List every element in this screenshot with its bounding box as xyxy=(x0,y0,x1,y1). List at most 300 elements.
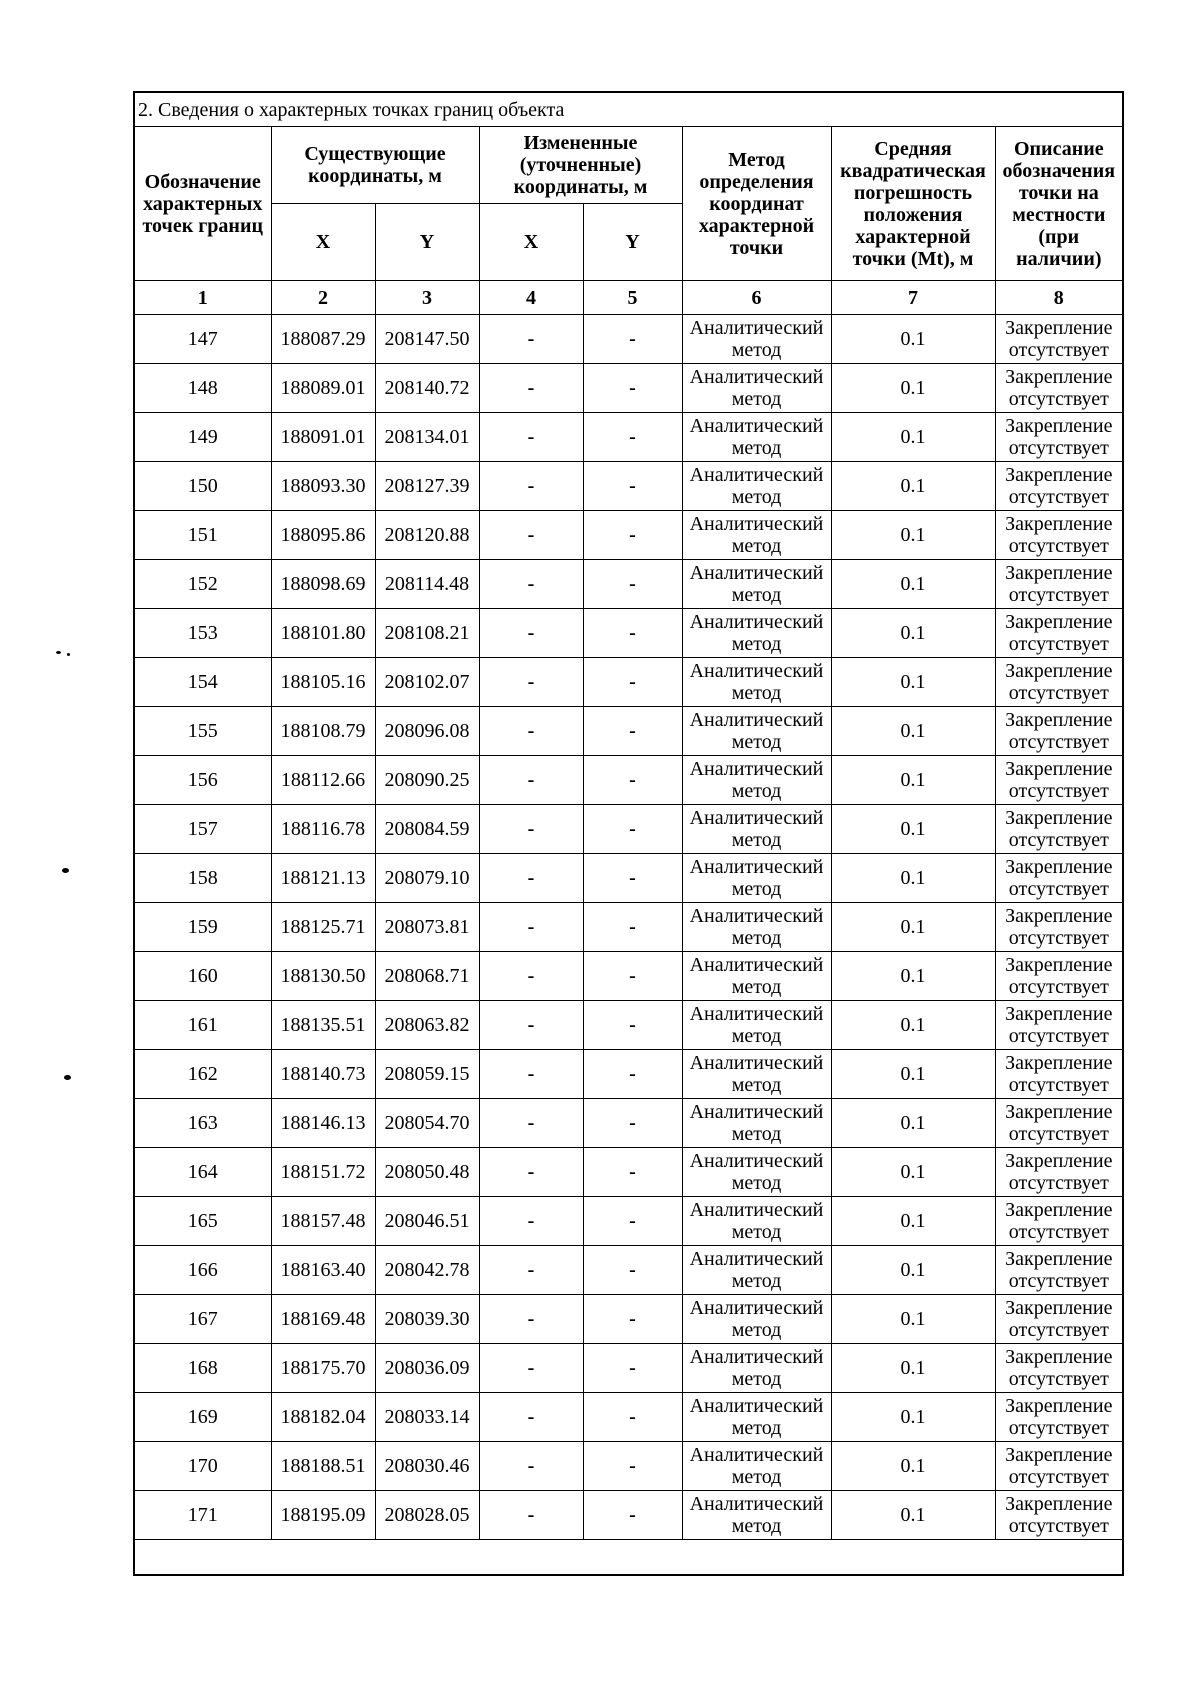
description-cell xyxy=(995,1491,1123,1540)
changed-y-cell: - xyxy=(583,1491,682,1540)
table-row xyxy=(134,1050,1123,1099)
existing-y-cell: 208033.14 xyxy=(375,1393,479,1442)
point-number-cell: 171 xyxy=(134,1491,271,1540)
method-cell-line2: метод xyxy=(731,1319,782,1341)
point-number-cell: 161 xyxy=(134,1001,271,1050)
method-cell-line2: метод xyxy=(731,780,782,802)
description-cell-line1: Закрепление xyxy=(1005,366,1113,388)
method-cell xyxy=(682,805,831,854)
table-row xyxy=(134,1393,1123,1442)
description-cell xyxy=(995,1001,1123,1050)
rms-error-cell: 0.1 xyxy=(831,1442,995,1491)
description-cell xyxy=(995,315,1123,364)
existing-y-cell: 208114.48 xyxy=(375,560,479,609)
description-cell-line2: отсутствует xyxy=(1008,927,1109,949)
method-cell-line1: Аналитический xyxy=(689,905,824,927)
description-cell xyxy=(995,413,1123,462)
description-cell-line1: Закрепление xyxy=(1005,1101,1113,1123)
method-cell-line2: метод xyxy=(731,1025,782,1047)
existing-x-cell: 188091.01 xyxy=(271,413,375,462)
existing-y-cell: 208102.07 xyxy=(375,658,479,707)
existing-x-cell: 188098.69 xyxy=(271,560,375,609)
changed-y-cell: - xyxy=(583,707,682,756)
method-cell xyxy=(682,1001,831,1050)
changed-x-cell: - xyxy=(479,1197,583,1246)
description-cell xyxy=(995,1295,1123,1344)
point-number-cell: 152 xyxy=(134,560,271,609)
column-number: 6 xyxy=(682,281,831,315)
rms-error-cell: 0.1 xyxy=(831,1099,995,1148)
existing-y-cell: 208084.59 xyxy=(375,805,479,854)
method-cell-line2: метод xyxy=(731,1221,782,1243)
point-number-cell: 148 xyxy=(134,364,271,413)
rms-error-cell: 0.1 xyxy=(831,413,995,462)
method-cell-line2: метод xyxy=(731,878,782,900)
rms-error-cell: 0.1 xyxy=(831,511,995,560)
description-cell-line2: отсутствует xyxy=(1008,682,1109,704)
header-existing-y: Y xyxy=(375,204,479,281)
description-cell-line1: Закрепление xyxy=(1005,1150,1113,1172)
description-cell xyxy=(995,854,1123,903)
description-cell-line1: Закрепление xyxy=(1005,905,1113,927)
method-cell-line2: метод xyxy=(731,682,782,704)
description-cell-line2: отсутствует xyxy=(1008,1319,1109,1341)
column-number: 7 xyxy=(831,281,995,315)
method-cell-line2: метод xyxy=(731,1270,782,1292)
existing-y-cell: 208090.25 xyxy=(375,756,479,805)
column-numbers-row xyxy=(134,281,1123,315)
method-cell-line2: метод xyxy=(731,976,782,998)
changed-y-cell: - xyxy=(583,756,682,805)
description-cell-line1: Закрепление xyxy=(1005,758,1113,780)
description-cell-line1: Закрепление xyxy=(1005,562,1113,584)
existing-y-cell: 208068.71 xyxy=(375,952,479,1001)
existing-y-cell: 208042.78 xyxy=(375,1246,479,1295)
rms-error-cell: 0.1 xyxy=(831,1344,995,1393)
scan-speck xyxy=(56,651,61,654)
rms-error-cell: 0.1 xyxy=(831,1148,995,1197)
description-cell xyxy=(995,707,1123,756)
description-cell xyxy=(995,1050,1123,1099)
description-cell-line2: отсутствует xyxy=(1008,878,1109,900)
method-cell-line1: Аналитический xyxy=(689,660,824,682)
method-cell-line1: Аналитический xyxy=(689,464,824,486)
changed-x-cell: - xyxy=(479,854,583,903)
description-cell-line2: отсутствует xyxy=(1008,1025,1109,1047)
changed-y-cell: - xyxy=(583,805,682,854)
rms-error-cell: 0.1 xyxy=(831,1001,995,1050)
header-changed-y: Y xyxy=(583,204,682,281)
column-number: 1 xyxy=(134,281,271,315)
changed-x-cell: - xyxy=(479,658,583,707)
method-cell xyxy=(682,756,831,805)
method-cell-line1: Аналитический xyxy=(689,856,824,878)
table-row xyxy=(134,658,1123,707)
existing-x-cell: 188093.30 xyxy=(271,462,375,511)
table-row xyxy=(134,462,1123,511)
existing-x-cell: 188151.72 xyxy=(271,1148,375,1197)
point-number-cell: 150 xyxy=(134,462,271,511)
description-cell-line1: Закрепление xyxy=(1005,1297,1113,1319)
method-cell xyxy=(682,511,831,560)
empty-footer-cell xyxy=(134,1540,1123,1576)
point-number-cell: 158 xyxy=(134,854,271,903)
column-number: 8 xyxy=(995,281,1123,315)
rms-error-cell: 0.1 xyxy=(831,1393,995,1442)
method-cell xyxy=(682,462,831,511)
table-row xyxy=(134,952,1123,1001)
method-cell xyxy=(682,1197,831,1246)
description-cell-line2: отсутствует xyxy=(1008,1172,1109,1194)
changed-y-cell: - xyxy=(583,1246,682,1295)
point-number-cell: 167 xyxy=(134,1295,271,1344)
description-cell-line2: отсутствует xyxy=(1008,1123,1109,1145)
changed-x-cell: - xyxy=(479,1344,583,1393)
changed-y-cell: - xyxy=(583,658,682,707)
point-number-cell: 155 xyxy=(134,707,271,756)
changed-x-cell: - xyxy=(479,1001,583,1050)
existing-x-cell: 188089.01 xyxy=(271,364,375,413)
table-row xyxy=(134,609,1123,658)
existing-x-cell: 188195.09 xyxy=(271,1491,375,1540)
table-row xyxy=(134,511,1123,560)
existing-y-cell: 208054.70 xyxy=(375,1099,479,1148)
description-cell xyxy=(995,1148,1123,1197)
table-row xyxy=(134,903,1123,952)
header-method: Метод определения координат характерной точки xyxy=(682,127,831,281)
table-row xyxy=(134,1001,1123,1050)
changed-y-cell: - xyxy=(583,315,682,364)
existing-x-cell: 188101.80 xyxy=(271,609,375,658)
description-cell-line2: отсутствует xyxy=(1008,633,1109,655)
description-cell-line1: Закрепление xyxy=(1005,709,1113,731)
method-cell-line2: метод xyxy=(731,584,782,606)
existing-x-cell: 188130.50 xyxy=(271,952,375,1001)
description-cell-line2: отсутствует xyxy=(1008,486,1109,508)
changed-x-cell: - xyxy=(479,1491,583,1540)
table-row xyxy=(134,1246,1123,1295)
description-cell-line1: Закрепление xyxy=(1005,1052,1113,1074)
description-cell-line1: Закрепление xyxy=(1005,660,1113,682)
rms-error-cell: 0.1 xyxy=(831,315,995,364)
point-number-cell: 170 xyxy=(134,1442,271,1491)
description-cell xyxy=(995,1099,1123,1148)
existing-x-cell: 188146.13 xyxy=(271,1099,375,1148)
description-cell-line2: отсутствует xyxy=(1008,1074,1109,1096)
changed-x-cell: - xyxy=(479,756,583,805)
method-cell-line1: Аналитический xyxy=(689,1003,824,1025)
description-cell xyxy=(995,462,1123,511)
rms-error-cell: 0.1 xyxy=(831,903,995,952)
method-cell-line1: Аналитический xyxy=(689,562,824,584)
point-number-cell: 147 xyxy=(134,315,271,364)
header-description: Описание обозначения точки на местности (при наличии) xyxy=(995,127,1123,281)
column-number: 2 xyxy=(271,281,375,315)
method-cell-line1: Аналитический xyxy=(689,1150,824,1172)
changed-x-cell: - xyxy=(479,462,583,511)
changed-x-cell: - xyxy=(479,413,583,462)
description-cell-line2: отсутствует xyxy=(1008,1515,1109,1537)
description-cell xyxy=(995,1442,1123,1491)
method-cell-line1: Аналитический xyxy=(689,1346,824,1368)
description-cell-line2: отсутствует xyxy=(1008,1417,1109,1439)
description-cell xyxy=(995,1197,1123,1246)
method-cell-line2: метод xyxy=(731,1466,782,1488)
description-cell xyxy=(995,903,1123,952)
method-cell-line1: Аналитический xyxy=(689,1052,824,1074)
rms-error-cell: 0.1 xyxy=(831,805,995,854)
method-cell-line1: Аналитический xyxy=(689,807,824,829)
description-cell-line1: Закрепление xyxy=(1005,1395,1113,1417)
existing-x-cell: 188125.71 xyxy=(271,903,375,952)
description-cell-line1: Закрепление xyxy=(1005,415,1113,437)
existing-y-cell: 208127.39 xyxy=(375,462,479,511)
existing-x-cell: 188157.48 xyxy=(271,1197,375,1246)
description-cell-line2: отсутствует xyxy=(1008,780,1109,802)
description-cell-line1: Закрепление xyxy=(1005,464,1113,486)
existing-y-cell: 208039.30 xyxy=(375,1295,479,1344)
column-number: 5 xyxy=(583,281,682,315)
existing-x-cell: 188095.86 xyxy=(271,511,375,560)
table-row xyxy=(134,1491,1123,1540)
table-row xyxy=(134,413,1123,462)
point-number-cell: 154 xyxy=(134,658,271,707)
method-cell-line2: метод xyxy=(731,339,782,361)
rms-error-cell: 0.1 xyxy=(831,1491,995,1540)
description-cell-line1: Закрепление xyxy=(1005,317,1113,339)
table-row xyxy=(134,560,1123,609)
method-cell xyxy=(682,413,831,462)
existing-y-cell: 208134.01 xyxy=(375,413,479,462)
point-number-cell: 164 xyxy=(134,1148,271,1197)
method-cell xyxy=(682,1246,831,1295)
existing-x-cell: 188108.79 xyxy=(271,707,375,756)
header-changed-coords: Измененные (уточненные) координаты, м xyxy=(479,127,682,204)
existing-x-cell: 188140.73 xyxy=(271,1050,375,1099)
method-cell xyxy=(682,658,831,707)
changed-y-cell: - xyxy=(583,364,682,413)
changed-y-cell: - xyxy=(583,1148,682,1197)
rms-error-cell: 0.1 xyxy=(831,560,995,609)
changed-y-cell: - xyxy=(583,1393,682,1442)
description-cell xyxy=(995,1344,1123,1393)
point-number-cell: 168 xyxy=(134,1344,271,1393)
method-cell-line1: Аналитический xyxy=(689,1395,824,1417)
existing-y-cell: 208079.10 xyxy=(375,854,479,903)
description-cell xyxy=(995,511,1123,560)
table-row xyxy=(134,1442,1123,1491)
changed-x-cell: - xyxy=(479,1246,583,1295)
existing-y-cell: 208050.48 xyxy=(375,1148,479,1197)
existing-y-cell: 208073.81 xyxy=(375,903,479,952)
point-number-cell: 166 xyxy=(134,1246,271,1295)
changed-x-cell: - xyxy=(479,315,583,364)
existing-x-cell: 188182.04 xyxy=(271,1393,375,1442)
table-row xyxy=(134,1099,1123,1148)
existing-x-cell: 188169.48 xyxy=(271,1295,375,1344)
description-cell xyxy=(995,756,1123,805)
rms-error-cell: 0.1 xyxy=(831,364,995,413)
point-number-cell: 165 xyxy=(134,1197,271,1246)
description-cell-line1: Закрепление xyxy=(1005,513,1113,535)
method-cell-line2: метод xyxy=(731,731,782,753)
table-row xyxy=(134,854,1123,903)
method-cell xyxy=(682,1344,831,1393)
existing-y-cell: 208108.21 xyxy=(375,609,479,658)
header-rms-error: Средняя квадратическая погрешность положения характерной точки (Mt), м xyxy=(831,127,995,281)
changed-y-cell: - xyxy=(583,1197,682,1246)
method-cell xyxy=(682,1148,831,1197)
table-row xyxy=(134,756,1123,805)
method-cell-line2: метод xyxy=(731,1368,782,1390)
description-cell xyxy=(995,1393,1123,1442)
method-cell-line2: метод xyxy=(731,1074,782,1096)
method-cell xyxy=(682,1442,831,1491)
method-cell-line2: метод xyxy=(731,486,782,508)
description-cell-line2: отсутствует xyxy=(1008,976,1109,998)
description-cell xyxy=(995,1246,1123,1295)
changed-y-cell: - xyxy=(583,1344,682,1393)
existing-x-cell: 188112.66 xyxy=(271,756,375,805)
rms-error-cell: 0.1 xyxy=(831,707,995,756)
changed-y-cell: - xyxy=(583,952,682,1001)
description-cell-line1: Закрепление xyxy=(1005,1444,1113,1466)
method-cell-line1: Аналитический xyxy=(689,1297,824,1319)
method-cell-line1: Аналитический xyxy=(689,1199,824,1221)
table-row xyxy=(134,1148,1123,1197)
changed-x-cell: - xyxy=(479,1295,583,1344)
description-cell-line1: Закрепление xyxy=(1005,1199,1113,1221)
point-number-cell: 149 xyxy=(134,413,271,462)
description-cell-line1: Закрепление xyxy=(1005,1248,1113,1270)
method-cell-line2: метод xyxy=(731,535,782,557)
changed-y-cell: - xyxy=(583,413,682,462)
description-cell xyxy=(995,560,1123,609)
table-row xyxy=(134,707,1123,756)
table-row xyxy=(134,1197,1123,1246)
changed-y-cell: - xyxy=(583,462,682,511)
existing-y-cell: 208036.09 xyxy=(375,1344,479,1393)
method-cell-line1: Аналитический xyxy=(689,1248,824,1270)
changed-y-cell: - xyxy=(583,560,682,609)
method-cell xyxy=(682,707,831,756)
point-number-cell: 156 xyxy=(134,756,271,805)
table-row xyxy=(134,364,1123,413)
changed-x-cell: - xyxy=(479,609,583,658)
method-cell-line1: Аналитический xyxy=(689,1101,824,1123)
changed-y-cell: - xyxy=(583,511,682,560)
method-cell xyxy=(682,364,831,413)
column-number: 3 xyxy=(375,281,479,315)
changed-x-cell: - xyxy=(479,1148,583,1197)
method-cell xyxy=(682,315,831,364)
method-cell-line2: метод xyxy=(731,1123,782,1145)
point-number-cell: 157 xyxy=(134,805,271,854)
description-cell-line1: Закрепление xyxy=(1005,856,1113,878)
table-row xyxy=(134,1295,1123,1344)
method-cell xyxy=(682,1099,831,1148)
description-cell xyxy=(995,364,1123,413)
point-number-cell: 163 xyxy=(134,1099,271,1148)
point-number-cell: 151 xyxy=(134,511,271,560)
method-cell-line2: метод xyxy=(731,927,782,949)
rms-error-cell: 0.1 xyxy=(831,1246,995,1295)
changed-x-cell: - xyxy=(479,707,583,756)
rms-error-cell: 0.1 xyxy=(831,609,995,658)
method-cell-line2: метод xyxy=(731,1417,782,1439)
method-cell-line1: Аналитический xyxy=(689,1493,824,1515)
description-cell-line1: Закрепление xyxy=(1005,1003,1113,1025)
header-point-designation: Обозначение характерных точек границ xyxy=(134,127,271,281)
section-title: 2. Сведения о характерных точках границ объекта xyxy=(134,92,1123,127)
method-cell-line2: метод xyxy=(731,388,782,410)
method-cell-line1: Аналитический xyxy=(689,366,824,388)
description-cell-line2: отсутствует xyxy=(1008,535,1109,557)
existing-x-cell: 188188.51 xyxy=(271,1442,375,1491)
description-cell-line2: отсутствует xyxy=(1008,437,1109,459)
table-row xyxy=(134,805,1123,854)
changed-x-cell: - xyxy=(479,1393,583,1442)
empty-footer-row xyxy=(134,1540,1123,1576)
description-cell-line1: Закрепление xyxy=(1005,611,1113,633)
existing-y-cell: 208063.82 xyxy=(375,1001,479,1050)
description-cell-line1: Закрепление xyxy=(1005,1493,1113,1515)
column-number: 4 xyxy=(479,281,583,315)
method-cell xyxy=(682,560,831,609)
rms-error-cell: 0.1 xyxy=(831,952,995,1001)
rms-error-cell: 0.1 xyxy=(831,1197,995,1246)
changed-y-cell: - xyxy=(583,1050,682,1099)
description-cell-line2: отсутствует xyxy=(1008,1466,1109,1488)
method-cell-line1: Аналитический xyxy=(689,415,824,437)
description-cell-line2: отсутствует xyxy=(1008,731,1109,753)
changed-x-cell: - xyxy=(479,903,583,952)
rms-error-cell: 0.1 xyxy=(831,756,995,805)
changed-x-cell: - xyxy=(479,511,583,560)
method-cell xyxy=(682,854,831,903)
existing-y-cell: 208046.51 xyxy=(375,1197,479,1246)
method-cell-line1: Аналитический xyxy=(689,513,824,535)
description-cell xyxy=(995,609,1123,658)
point-number-cell: 160 xyxy=(134,952,271,1001)
changed-x-cell: - xyxy=(479,805,583,854)
rms-error-cell: 0.1 xyxy=(831,854,995,903)
description-cell-line2: отсутствует xyxy=(1008,584,1109,606)
existing-x-cell: 188163.40 xyxy=(271,1246,375,1295)
point-number-cell: 162 xyxy=(134,1050,271,1099)
changed-y-cell: - xyxy=(583,1295,682,1344)
changed-y-cell: - xyxy=(583,854,682,903)
method-cell-line2: метод xyxy=(731,437,782,459)
existing-y-cell: 208147.50 xyxy=(375,315,479,364)
description-cell xyxy=(995,805,1123,854)
method-cell xyxy=(682,609,831,658)
rms-error-cell: 0.1 xyxy=(831,462,995,511)
rms-error-cell: 0.1 xyxy=(831,658,995,707)
changed-y-cell: - xyxy=(583,609,682,658)
existing-x-cell: 188135.51 xyxy=(271,1001,375,1050)
changed-y-cell: - xyxy=(583,903,682,952)
method-cell xyxy=(682,1393,831,1442)
description-cell xyxy=(995,658,1123,707)
method-cell-line2: метод xyxy=(731,1172,782,1194)
method-cell-line1: Аналитический xyxy=(689,1444,824,1466)
method-cell-line1: Аналитический xyxy=(689,317,824,339)
changed-x-cell: - xyxy=(479,952,583,1001)
method-cell-line1: Аналитический xyxy=(689,611,824,633)
changed-x-cell: - xyxy=(479,1050,583,1099)
description-cell-line2: отсутствует xyxy=(1008,339,1109,361)
